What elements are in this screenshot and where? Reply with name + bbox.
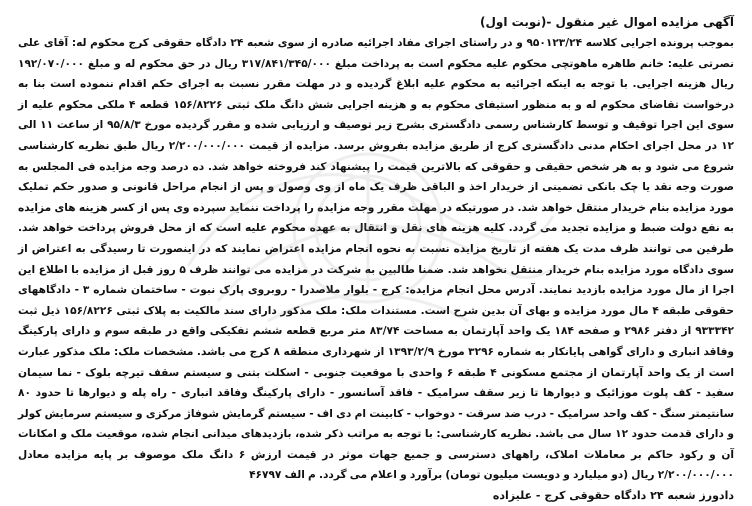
auction-notice — [8, 6, 744, 503]
notice-body: بموجب پرونده اجرایی کلاسه ۹۵۰۱۲۳/۲۴ و در راستای اجرای مفاد اجرائیه صادره از سوی شعبه ۲۴ دادگاه حقوقی کرج محکوم له: آقای علی نصرتی علیه: خانم طاهره ماهوتچی محکوم علیه محکوم است به پرداخت مبلغ ۳۱۷/۸۴۱/۳۴۵/۰۰۰ ریال در حق محکوم له و مبلغ ۱۹۲/۰۷۰/۰۰۰ ریال هزینه اجرایی. با توجه به اینکه اجرائیه به محکوم علیه ابلاغ گردیده و در مهلت مقرر نسبت به اجرای حکم اقدام ننموده است بنا به درخواست تقاضای محکوم له و به منظور استیفای محکوم به و هزینه اجرایی شش دانگ ملک ثبتی ۱۵۶/۸۲۲۶ قطعه ۴ ملکی محکوم علیه از سوی این اجرا توقیف و توسط کارشناس رسمی دادگستری بشرح زیر توصیف و ارزیابی شده و مقرر گردیده مورخ ۹۵/۸/۳ از ساعت ۱۱ الی ۱۲ در محل اجرای احکام مدنی دادگستری کرج از طریق مزایده بفروش برسد. مزایده از قیمت ۲/۲۰۰/۰۰۰/۰۰۰ ریال طبق نظریه کارشناسی شروع می شود و به هر شخص حقیقی و حقوقی که بالاترین قیمت را پیشنهاد کند فروخته خواهد شد. ده درصد وجه مزایده فی المجلس به صورت وجه نقد یا چک بانکی تضمینی از خریدار اخذ و الباقی ظرف یک ماه از وی وصول و پس از انجام مراحل قانونی و صدور حکم تملیک مورد مزایده بنام خریدار منتقل خواهد شد. در صورتیکه در مهلت مقرر وجه مزایده را پرداخت ننماید سپرده وی پس از کسر هزینه های مزایده به نفع دولت ضبط و مزایده تجدید می گردد. کلیه هزینه های نقل و انتقال به عهده محکوم علیه است که از محل فروش پرداخت خواهد شد. طرفین می توانند ظرف مدت یک هفته از تاریخ مزایده نسبت به نحوه انجام مزایده اعتراض نمایند که در اینصورت تا رسیدگی به اعتراض از سوی دادگاه مورد مزایده بنام خریدار منتقل نخواهد شد. ضمنا طالبین به شرکت در مزایده می توانند ظرف ۵ روز قبل از مزایده با اطلاع این اجرا از مال مورد مزایده بازدید نمایند. آدرس محل انجام مزایده: کرج - بلوار ملاصدرا - روبروی پارک نبوت - ساختمان شماره ۳ - دادگاههای حقوقی طبقه ۴ مال مورد مزایده و بهای آن بدین شرح است. مستندات ملک: ملک مذکور دارای سند مالکیت به پلاک ثبتی ۱۵۶/۸۲۲۶ ذیل ثبت ۹۳۳۳۴۲ از دفتر ۲۹۸۶ و صفحه ۱۸۴ یک واحد آپارتمان به مساحت ۸۳/۷۴ متر مربع قطعه ششم تفکیکی واقع در طبقه سوم و دارای پارکینگ وفاقد انباری و دارای گواهی پایانکار به شماره ۳۲۹۶ مورخ ۱۳۹۳/۲/۹ از شهرداری منطقه ۸ کرج می باشد. مشخصات ملک: ملک مذکور عبارت است از یک واحد آپارتمان از مجتمع مسکونی ۴ طبقه ۶ واحدی با موقعیت جنوبی - اسکلت بتنی و سیستم سقف تیرچه بلوک - نما سیمان سفید - کف پلوت موزائیک و دیوارها تا زیر سقف سرامیک - فاقد آسانسور - دارای پارکینگ وفاقد انباری - راه پله و دیوارها تا حدود ۸۰ سانتیمتر سنگ - کف واحد سرامیک - درب ضد سرقت - دوخواب - کابینت ام دی اف - سیستم گرمایش شوفاژ مرکزی و سیستم سرمایش کولر و دارای قدمت حدود ۱۲ سال می باشد. نظریه کارشناسی: با توجه به مراتب ذکر شده، بازدیدهای میدانی انجام شده، موقعیت ملک و امکانات آن و رکود حاکم بر معاملات املاک، راههای دسترسی و جمیع جهات موثر در قیمت ارزش ۶ دانگ ملک موصوف بر پایه مزایده معادل ۲/۲۰۰/۰۰۰/۰۰۰ ریال (دو میلیارد و دویست میلیون تومان) برآورد و اعلام می گردد. م الف ۴۶۷۹۷ — [18, 37, 735, 482]
notice-title: آگهی مزایده اموال غیر منقول -(نوبت اول) — [480, 15, 734, 29]
notice-signature: دادورز شعبه ۲۴ دادگاه حقوقی کرج - علیزاده — [492, 489, 734, 503]
